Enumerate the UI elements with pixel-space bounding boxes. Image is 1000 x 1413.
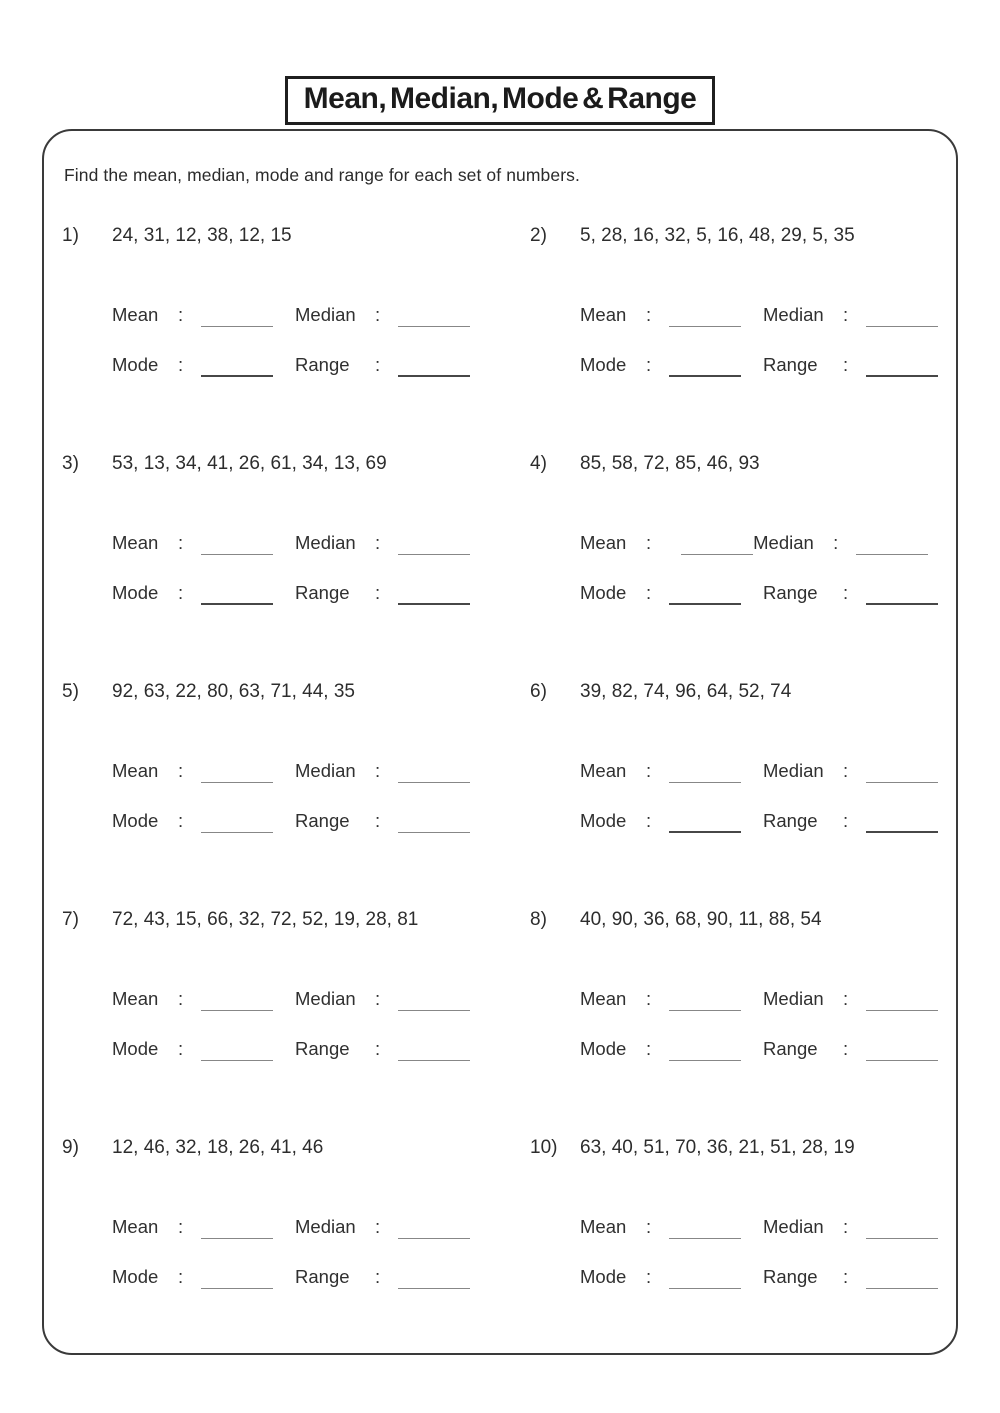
median-answer-blank[interactable] [398, 533, 470, 555]
range-label: Range [763, 354, 818, 375]
median-answer-blank[interactable] [398, 761, 470, 783]
colon: : [646, 988, 652, 1009]
worksheet-body [42, 129, 958, 1355]
colon: : [646, 1038, 652, 1059]
median-label: Median [763, 760, 824, 781]
mode-label: Mode [112, 1038, 159, 1059]
colon: : [375, 1216, 381, 1237]
range-label: Range [295, 582, 350, 603]
range-answer-blank[interactable] [866, 811, 938, 833]
colon: : [375, 760, 381, 781]
problem-4 [530, 451, 942, 605]
mode-label: Mode [112, 1266, 159, 1287]
colon: : [375, 304, 381, 325]
colon: : [178, 532, 184, 553]
colon: : [646, 810, 652, 831]
mode-label: Mode [580, 1266, 627, 1287]
problem-number: 5) [62, 681, 79, 702]
number-set: 63, 40, 51, 70, 36, 21, 51, 28, 19 [580, 1137, 855, 1158]
mode-answer-blank[interactable] [201, 811, 273, 833]
range-answer-blank[interactable] [866, 355, 938, 377]
problem-5 [62, 679, 530, 833]
colon: : [646, 1216, 652, 1237]
range-answer-blank[interactable] [866, 1267, 938, 1289]
problem-number: 8) [530, 909, 547, 930]
median-label: Median [763, 304, 824, 325]
range-answer-blank[interactable] [866, 583, 938, 605]
problem-number: 4) [530, 453, 547, 474]
mean-answer-blank[interactable] [669, 305, 741, 327]
colon: : [843, 1216, 849, 1237]
colon: : [375, 532, 381, 553]
mean-answer-blank[interactable] [201, 305, 273, 327]
number-set: 85, 58, 72, 85, 46, 93 [580, 453, 760, 474]
mode-label: Mode [112, 582, 159, 603]
problems-grid [62, 223, 942, 1363]
number-set: 39, 82, 74, 96, 64, 52, 74 [580, 681, 792, 702]
mean-label: Mean [580, 760, 627, 781]
range-answer-blank[interactable] [866, 1039, 938, 1061]
range-answer-blank[interactable] [398, 583, 470, 605]
mode-answer-blank[interactable] [669, 1039, 741, 1061]
median-label: Median [295, 1216, 356, 1237]
median-label: Median [295, 988, 356, 1009]
mode-label: Mode [112, 354, 159, 375]
range-label: Range [295, 354, 350, 375]
problem-number: 3) [62, 453, 79, 474]
problem-3 [62, 451, 530, 605]
colon: : [178, 1038, 184, 1059]
colon: : [843, 760, 849, 781]
median-answer-blank[interactable] [398, 1217, 470, 1239]
mean-answer-blank[interactable] [669, 1217, 741, 1239]
problem-6 [530, 679, 942, 833]
problem-number: 7) [62, 909, 79, 930]
mode-answer-blank[interactable] [201, 355, 273, 377]
colon: : [178, 1216, 184, 1237]
mode-answer-blank[interactable] [201, 1267, 273, 1289]
mean-answer-blank[interactable] [669, 989, 741, 1011]
colon: : [843, 1266, 849, 1287]
problem-9 [62, 1135, 530, 1289]
mean-label: Mean [112, 760, 159, 781]
mean-answer-blank[interactable] [201, 761, 273, 783]
number-set: 12, 46, 32, 18, 26, 41, 46 [112, 1137, 324, 1158]
range-label: Range [763, 1038, 818, 1059]
number-set: 53, 13, 34, 41, 26, 61, 34, 13, 69 [112, 453, 387, 474]
mode-answer-blank[interactable] [201, 1039, 273, 1061]
mode-label: Mode [580, 354, 627, 375]
median-answer-blank[interactable] [866, 1217, 938, 1239]
mean-label: Mean [580, 304, 627, 325]
problem-7 [62, 907, 530, 1061]
number-set: 40, 90, 36, 68, 90, 11, 88, 54 [580, 909, 822, 930]
colon: : [178, 582, 184, 603]
mean-label: Mean [580, 988, 627, 1009]
colon: : [843, 810, 849, 831]
mean-answer-blank[interactable] [201, 989, 273, 1011]
colon: : [843, 988, 849, 1009]
problem-1 [62, 223, 530, 377]
number-set: 24, 31, 12, 38, 12, 15 [112, 225, 292, 246]
problem-8 [530, 907, 942, 1061]
colon: : [178, 354, 184, 375]
colon: : [375, 1038, 381, 1059]
mean-answer-blank[interactable] [681, 533, 753, 555]
range-answer-blank[interactable] [398, 1039, 470, 1061]
colon: : [178, 1266, 184, 1287]
problem-10 [530, 1135, 942, 1289]
colon: : [646, 532, 652, 553]
colon: : [646, 760, 652, 781]
title-container [0, 0, 1000, 125]
median-answer-blank[interactable] [866, 761, 938, 783]
mode-answer-blank[interactable] [669, 355, 741, 377]
colon: : [833, 532, 839, 553]
mean-label: Mean [112, 988, 159, 1009]
range-label: Range [763, 582, 818, 603]
mode-label: Mode [112, 810, 159, 831]
colon: : [375, 810, 381, 831]
range-label: Range [763, 1266, 818, 1287]
number-set: 72, 43, 15, 66, 32, 72, 52, 19, 28, 81 [112, 909, 419, 930]
colon: : [375, 582, 381, 603]
median-answer-blank[interactable] [866, 305, 938, 327]
mean-label: Mean [112, 532, 159, 553]
mode-label: Mode [580, 582, 627, 603]
median-label: Median [295, 304, 356, 325]
mean-label: Mean [112, 304, 159, 325]
median-label: Median [763, 988, 824, 1009]
median-label: Median [763, 1216, 824, 1237]
median-answer-blank[interactable] [866, 989, 938, 1011]
number-set: 92, 63, 22, 80, 63, 71, 44, 35 [112, 681, 355, 702]
median-answer-blank[interactable] [398, 989, 470, 1011]
problem-number: 2) [530, 225, 547, 246]
colon: : [843, 1038, 849, 1059]
median-label: Median [295, 760, 356, 781]
problem-number: 1) [62, 225, 79, 246]
colon: : [843, 354, 849, 375]
worksheet-title: Mean, Median, Mode & Range [285, 76, 716, 125]
mean-label: Mean [580, 532, 627, 553]
mean-answer-blank[interactable] [669, 761, 741, 783]
mean-answer-blank[interactable] [201, 533, 273, 555]
median-answer-blank[interactable] [398, 305, 470, 327]
colon: : [843, 304, 849, 325]
colon: : [178, 304, 184, 325]
median-label: Median [295, 532, 356, 553]
colon: : [375, 988, 381, 1009]
range-answer-blank[interactable] [398, 1267, 470, 1289]
colon: : [843, 582, 849, 603]
colon: : [375, 1266, 381, 1287]
range-answer-blank[interactable] [398, 355, 470, 377]
problem-number: 6) [530, 681, 547, 702]
median-label: Median [753, 532, 814, 553]
mean-label: Mean [112, 1216, 159, 1237]
range-label: Range [295, 1266, 350, 1287]
colon: : [646, 354, 652, 375]
mode-answer-blank[interactable] [669, 583, 741, 605]
mode-label: Mode [580, 1038, 627, 1059]
colon: : [178, 760, 184, 781]
mode-answer-blank[interactable] [669, 1267, 741, 1289]
problem-number: 10) [530, 1137, 558, 1158]
mean-answer-blank[interactable] [201, 1217, 273, 1239]
colon: : [375, 354, 381, 375]
colon: : [646, 582, 652, 603]
colon: : [178, 810, 184, 831]
range-answer-blank[interactable] [398, 811, 470, 833]
mode-answer-blank[interactable] [669, 811, 741, 833]
median-answer-blank[interactable] [856, 533, 928, 555]
problem-2 [530, 223, 942, 377]
problem-number: 9) [62, 1137, 79, 1158]
colon: : [646, 304, 652, 325]
colon: : [646, 1266, 652, 1287]
colon: : [178, 988, 184, 1009]
number-set: 5, 28, 16, 32, 5, 16, 48, 29, 5, 35 [580, 225, 855, 246]
mean-label: Mean [580, 1216, 627, 1237]
mode-label: Mode [580, 810, 627, 831]
range-label: Range [295, 810, 350, 831]
range-label: Range [295, 1038, 350, 1059]
range-label: Range [763, 810, 818, 831]
mode-answer-blank[interactable] [201, 583, 273, 605]
instruction-text: Find the mean, median, mode and range for each set of numbers. [64, 165, 580, 185]
